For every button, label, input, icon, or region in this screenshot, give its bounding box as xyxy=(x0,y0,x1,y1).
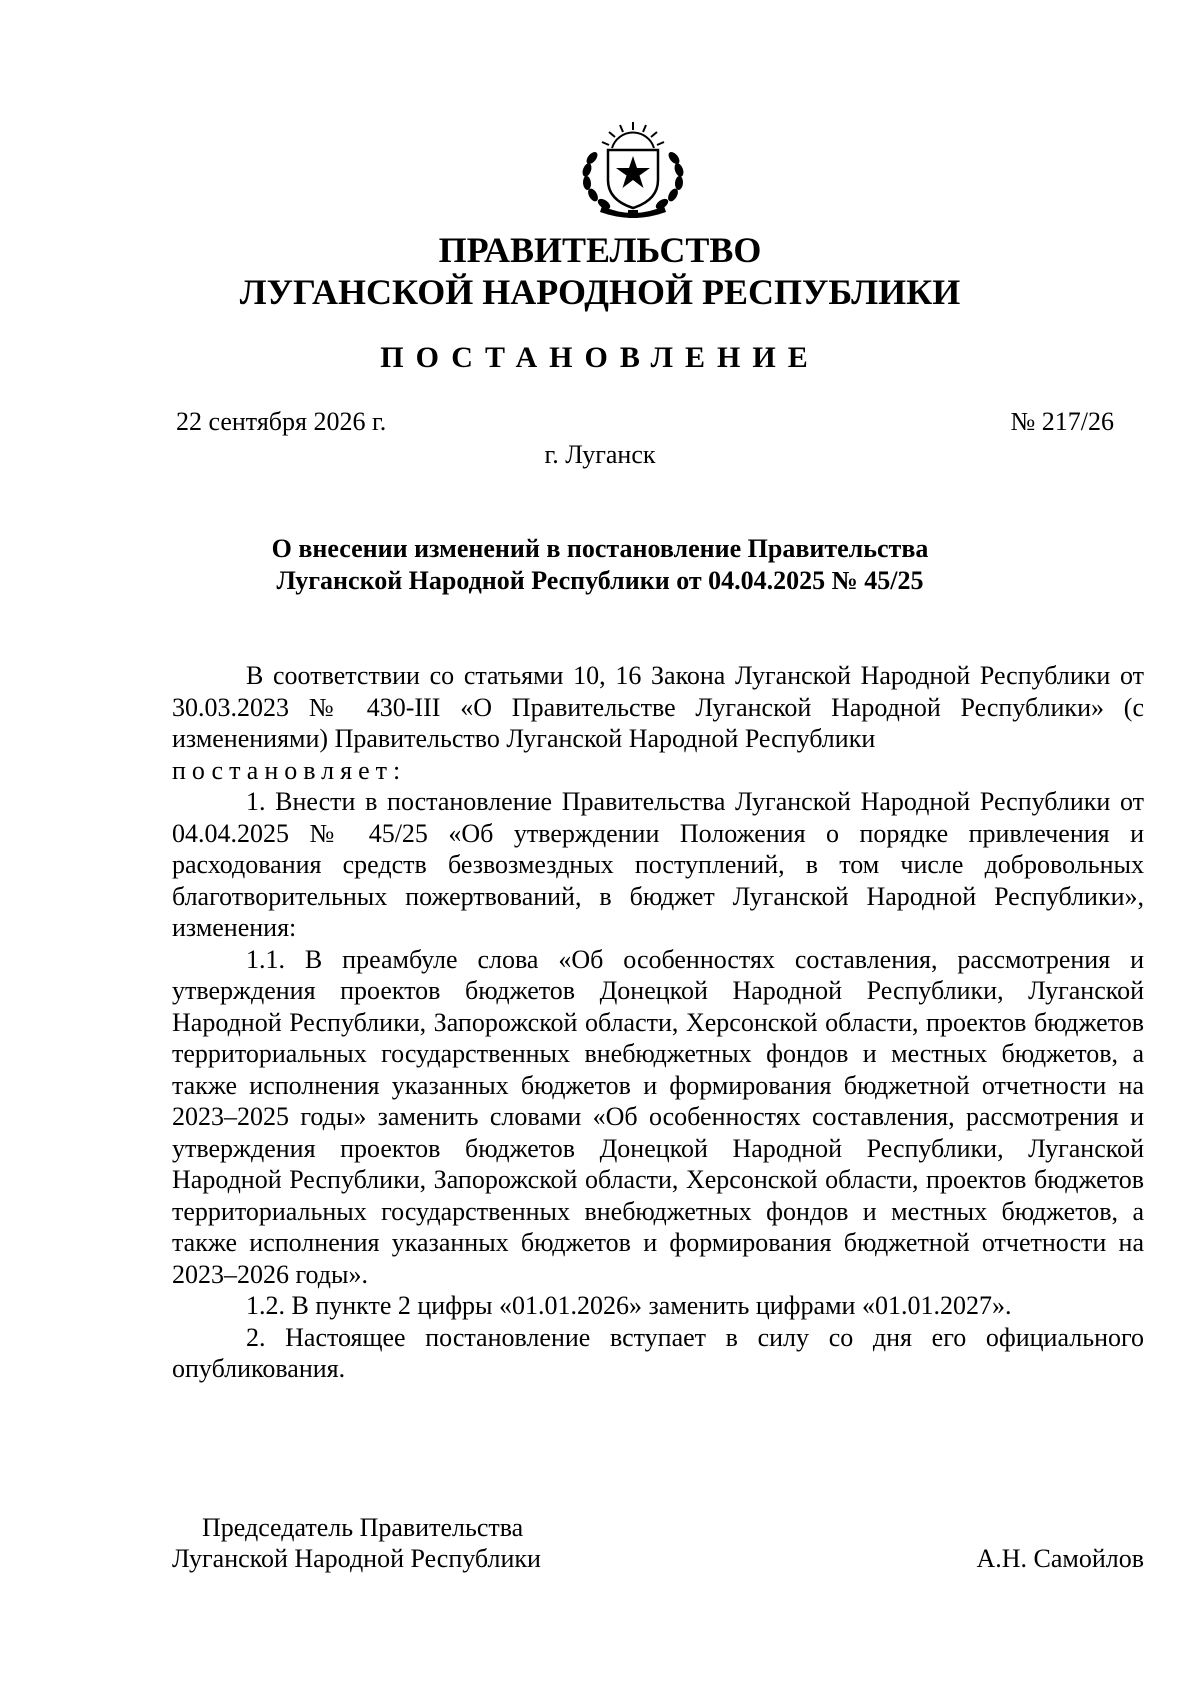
signatory-name: А.Н. Самойлов xyxy=(976,1544,1144,1573)
paragraph-1-2: 1.2. В пункте 2 цифры «01.01.2026» заменить цифрами «01.01.2027». xyxy=(246,1291,1012,1320)
document-number: № 217/26 xyxy=(1010,407,1114,436)
signatory-position xyxy=(172,1512,732,1574)
subject-line1: О внесении изменений в постановление Правительства xyxy=(271,534,929,563)
paragraph-2: 2. Настоящее постановление вступает в силу со дня его официального опубликования. xyxy=(172,1322,1144,1383)
subject-line2: Луганской Народной Республики от 04.04.2025 № 45/25 xyxy=(276,566,924,595)
lpr-coat-of-arms-icon xyxy=(572,120,694,220)
signatory-position-line1: Председатель Правительства xyxy=(202,1513,524,1542)
document-city: г. Луганск xyxy=(544,440,656,469)
organization-name-line1: ПРАВИТЕЛЬСТВО xyxy=(438,230,762,270)
signatory-position-line2: Луганской Народной Республики xyxy=(172,1544,541,1573)
document-date: 22 сентября 2026 г. xyxy=(176,407,387,436)
resolves-word: постановляет: xyxy=(172,755,407,785)
paragraph-1: 1. Внести в постановление Правительства Луганской Народной Республики от 04.04.2025 № 45/25 «Об утверждении Положения о порядке привлечения и расходования средств безвозмездных поступлений, в том числе добровольных благотворительных пожертвований, в бюджет Луганской Народной Республики», изменения: xyxy=(172,787,1144,942)
preamble-paragraph: В соответствии со статьями 10, 16 Закона Луганской Народной Республики от 30.03.2023 № 430-III «О Правительстве Луганской Народной Республики» (с изменениями) Правительство Луганской Народной Республики xyxy=(172,661,1144,753)
organization-name-line2: ЛУГАНСКОЙ НАРОДНОЙ РЕСПУБЛИКИ xyxy=(239,272,961,312)
document-type: ПОСТАНОВЛЕНИЕ xyxy=(380,341,820,374)
paragraph-1-1: 1.1. В преамбуле слова «Об особенностях составления, рассмотрения и утверждения проектов бюджетов Донецкой Народной Республики, Луганской Народной Республики, Запорожской области, Херсонской области, проектов бюджетов территориальных государственных внебюджетных фондов и местных бюджетов, а также исполнения указанных бюджетов и формирования бюджетной отчетности на 2023–2025 годы» заменить словами «Об особенностях составления, рассмотрения и утверждения проектов бюджетов Донецкой Народной Республики, Луганской Народной Республики, Запорожской области, Херсонской области, проектов бюджетов территориальных государственных внебюджетных фондов и местных бюджетов, а также исполнения указанных бюджетов и формирования бюджетной отчетности на 2023–2026 годы». xyxy=(172,944,1144,1289)
document-subject xyxy=(0,533,1200,597)
document-body xyxy=(172,660,1144,1385)
